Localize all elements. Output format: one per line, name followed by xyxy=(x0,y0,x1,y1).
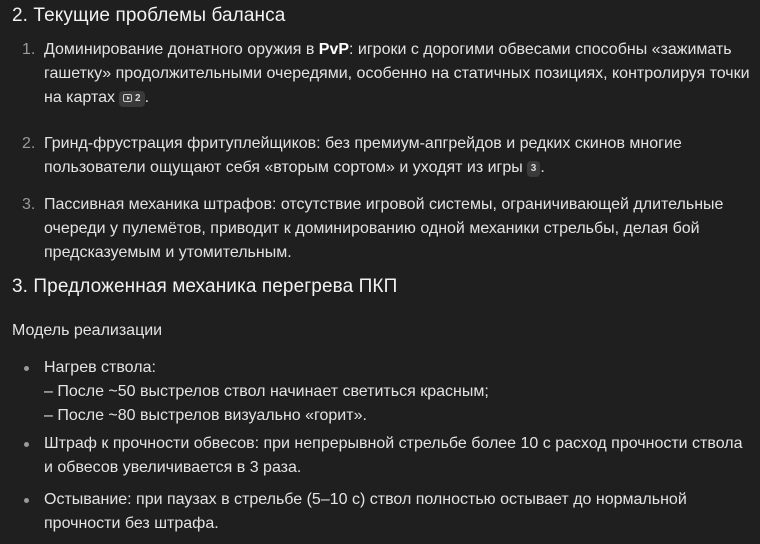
citation-badge[interactable] xyxy=(527,161,541,177)
list-number: 1. xyxy=(22,41,36,58)
list-item-text: Штраф к прочности обвесов: при непрерывной стрельбе более 10 с расход прочности ствола и обвесов увеличивается в 3 раза. xyxy=(44,435,743,476)
citation-number: 3 xyxy=(530,163,537,174)
list-item-text: – После ~80 выстрелов визуально «горит». xyxy=(44,407,367,424)
bullet-icon xyxy=(24,366,29,371)
list-item-text: Доминирование донатного оружия в xyxy=(44,41,319,58)
bullet-icon xyxy=(24,498,29,503)
list-number: 2. xyxy=(22,135,36,152)
list-item-tail: . xyxy=(540,159,545,176)
list-item xyxy=(12,488,752,536)
overheat-mechanics-list xyxy=(12,356,752,536)
list-item xyxy=(12,356,752,428)
list-item xyxy=(12,132,752,180)
bold-term: PvP xyxy=(318,41,350,58)
section-heading-balance: 2. Текущие проблемы баланса xyxy=(12,5,286,26)
list-item xyxy=(12,38,752,112)
list-item-text: Пассивная механика штрафов: отсутствие игровой системы, ограничивающей длительные очереди у пулемётов, приводит к доминированию одной механики стрельбы, делая бой предсказуемым и утомительным. xyxy=(44,196,724,261)
list-item-text: Остывание: при паузах в стрельбе (5–10 с) ствол полностью остывает до нормальной прочности без штрафа. xyxy=(44,491,687,532)
citation-number: 2 xyxy=(135,93,141,104)
section-heading-overheat: 3. Предложенная механика перегрева ПКП xyxy=(12,276,398,297)
list-item-text: – После ~50 выстрелов ствол начинает светиться красным; xyxy=(44,383,489,400)
list-item xyxy=(12,193,752,265)
balance-problems-list xyxy=(12,38,752,265)
bullet-icon xyxy=(24,442,29,447)
list-item-text: Нагрев ствола: xyxy=(44,359,156,376)
list-item-tail: . xyxy=(144,89,150,106)
subheading-model: Модель реализации xyxy=(12,322,163,339)
citation-badge[interactable] xyxy=(119,91,145,107)
list-item-text: : игроки с дорогими обвесами способны «зажимать гашетку» продолжительными очередями, особенно на статичных позициях, контролируя точки на картах xyxy=(44,41,750,106)
list-item xyxy=(12,432,752,480)
list-number: 3. xyxy=(22,196,36,213)
video-icon xyxy=(123,94,132,102)
list-item-text: Гринд-фрустрация фритуплейщиков: без премиум-апгрейдов и редких скинов многие пользователи ощущают себя «вторым сортом» и уходят из игры xyxy=(44,135,682,176)
